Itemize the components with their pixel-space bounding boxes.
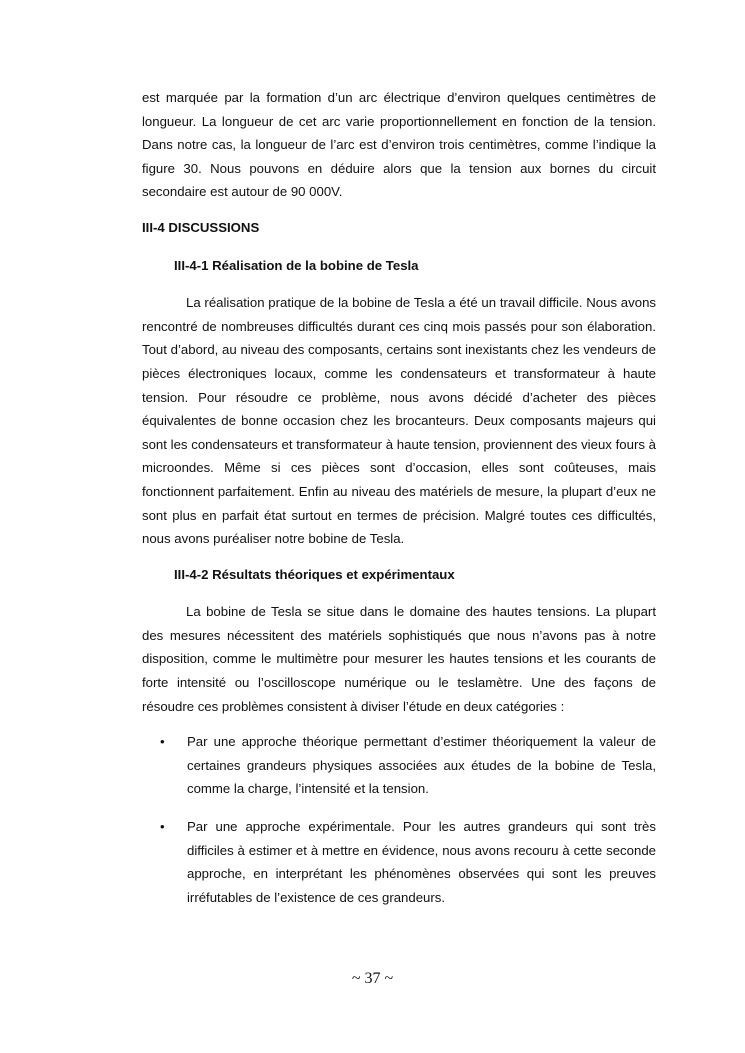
subsection-1-paragraph: La réalisation pratique de la bobine de Tesla a été un travail difficile. Nous avons rencontré de nombreuses difficultés durant ces cinq mois passés pour son élaboration. Tout d’abord, au niveau des composants, certains sont inexistants chez les vendeurs de pièces électroniques locaux, comme les condensateurs et transformateur à haute tension. Pour résoudre ce problème, nous avons décidé d’acheter des pièces équivalentes de bonne occasion chez les brocanteurs. Deux composants majeurs qui sont les condensateurs et transformateur à haute tension, proviennent des vieux fours à microondes. Même si ces pièces sont d’occasion, elles sont coûteuses, mais fonctionnent parfaitement. Enfin au niveau des matériels de mesure, la plupart d’eux ne sont plus en parfait état surtout en termes de précision. Malgré toutes ces difficultés, nous avons puréaliser notre bobine de Tesla. [142,295,656,547]
list-item-text: Par une approche expérimentale. Pour les autres grandeurs qui sont très difficiles à estimer et à mettre en évidence, nous avons recouru à cette seconde approche, en interprétant les phénomènes observées qui sont les preuves irréfutables de l’existence de ces grandeurs. [187,819,656,905]
list-item [142,815,656,909]
bullet-icon: • [160,734,165,750]
document-body [142,86,656,923]
bullet-icon: • [160,819,165,835]
subsection-heading-1: III-4-1 Réalisation de la bobine de Tesla [174,257,419,273]
list-item-text: Par une approche théorique permettant d’estimer théoriquement la valeur de certaines grandeurs physiques associées aux études de la bobine de Tesla, comme la charge, l’intensité et la tension. [187,734,656,797]
section-heading: III-4 DISCUSSIONS [142,219,260,235]
bullet-list [142,730,656,909]
list-item [142,730,656,801]
subsection-heading-2: III-4-2 Résultats théoriques et expérimentaux [174,566,455,582]
page-number: ~ 37 ~ [351,970,394,987]
subsection-2-paragraph: La bobine de Tesla se situe dans le domaine des hautes tensions. La plupart des mesures nécessitent des matériels sophistiqués que nous n’avons pas à notre disposition, comme le multimètre pour mesurer les hautes tensions et les courants de forte intensité ou l’oscilloscope numérique ou le teslamètre. Une des façons de résoudre ces problèmes consistent à diviser l’étude en deux catégories : [142,604,656,714]
intro-paragraph: est marquée par la formation d’un arc électrique d’environ quelques centimètres de longueur. La longueur de cet arc varie proportionnellement en fonction de la tension. Dans notre cas, la longueur de l’arc est d’environ trois centimètres, comme l’indique la figure 30. Nous pouvons en déduire alors que la tension aux bornes du circuit secondaire est autour de 90 000V. [142,90,656,200]
